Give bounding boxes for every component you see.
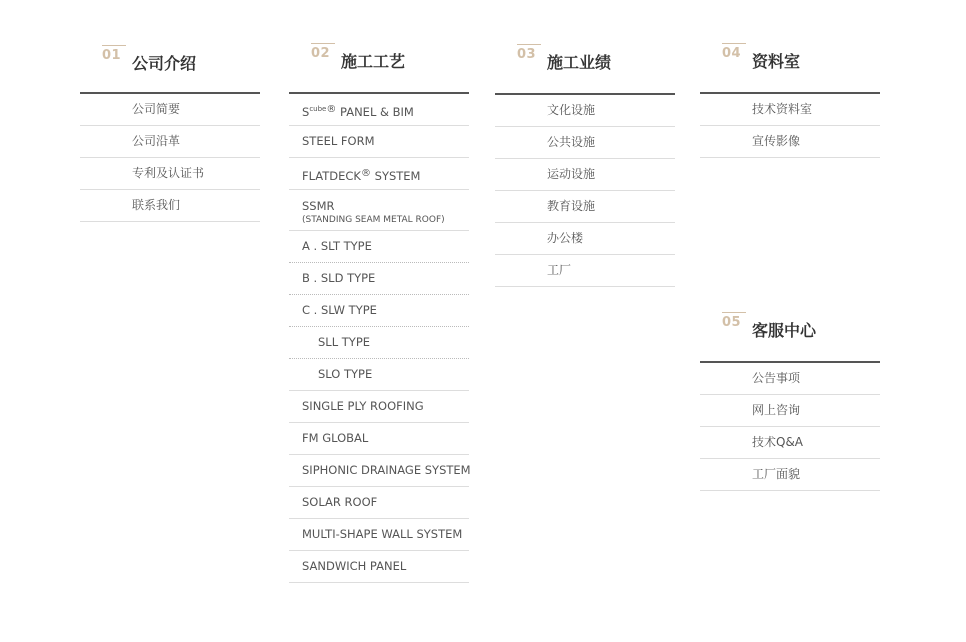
ssmr-label: SSMR <box>302 199 335 213</box>
section-number: 01 <box>102 48 122 63</box>
menu-item[interactable]: SIPHONIC DRAINAGE SYSTEM <box>289 455 469 487</box>
menu-item-scube-panel[interactable] <box>289 94 469 126</box>
menu-column-company <box>80 40 260 222</box>
menu-item[interactable]: 文化设施 <box>495 95 675 127</box>
menu-item[interactable]: FM GLOBAL <box>289 423 469 455</box>
menu-item[interactable]: SOLAR ROOF <box>289 487 469 519</box>
section-number: 05 <box>722 315 742 330</box>
section-title[interactable]: 客服中心 <box>752 321 817 340</box>
menu-item[interactable]: 教育设施 <box>495 191 675 223</box>
menu-item[interactable]: 工厂面貌 <box>700 459 880 491</box>
flatdeck-label: FLATDECK <box>302 169 361 183</box>
menu-list <box>495 95 675 287</box>
column-header <box>289 40 469 94</box>
menu-item[interactable]: SINGLE PLY ROOFING <box>289 391 469 423</box>
menu-item[interactable]: 宣传影像 <box>700 126 880 158</box>
menu-subitem[interactable]: SLO TYPE <box>289 359 469 391</box>
menu-item[interactable]: A . SLT TYPE <box>289 231 469 263</box>
flatdeck-system-label: SYSTEM <box>374 169 421 183</box>
menu-item[interactable]: B . SLD TYPE <box>289 263 469 295</box>
section-title[interactable]: 资料室 <box>752 52 801 71</box>
scube-sup: cube <box>309 105 327 113</box>
column-header <box>700 40 880 94</box>
registered-icon: ® <box>326 104 337 115</box>
scube-s: S <box>302 105 310 119</box>
menu-item[interactable]: SANDWICH PANEL <box>289 551 469 583</box>
ssmr-sub-label: (STANDING SEAM METAL ROOF) <box>302 215 445 225</box>
menu-item[interactable]: 网上咨询 <box>700 395 880 427</box>
menu-list <box>700 363 880 491</box>
menu-column-service <box>700 309 880 491</box>
menu-list <box>700 94 880 158</box>
menu-item[interactable]: 公司沿革 <box>80 126 260 158</box>
section-title[interactable]: 公司介绍 <box>132 54 197 73</box>
menu-column-projects <box>495 41 675 287</box>
column-header <box>495 41 675 95</box>
menu-item[interactable]: 联系我们 <box>80 190 260 222</box>
menu-subitem[interactable]: SLL TYPE <box>289 327 469 359</box>
menu-item[interactable]: MULTI-SHAPE WALL SYSTEM <box>289 519 469 551</box>
menu-list <box>80 94 260 222</box>
menu-item[interactable]: 运动设施 <box>495 159 675 191</box>
menu-item[interactable]: 专利及认证书 <box>80 158 260 190</box>
section-number: 03 <box>517 47 537 62</box>
registered-icon: ® <box>360 168 371 179</box>
section-number: 04 <box>722 46 742 61</box>
menu-item-ssmr[interactable] <box>289 190 469 231</box>
section-title[interactable]: 施工业绩 <box>547 53 612 72</box>
menu-list <box>289 94 469 583</box>
menu-column-construction <box>289 40 469 583</box>
menu-column-library <box>700 40 880 158</box>
section-number: 02 <box>311 46 331 61</box>
scube-label: PANEL & BIM <box>340 105 414 119</box>
menu-item[interactable]: 公告事项 <box>700 363 880 395</box>
column-header <box>700 309 880 363</box>
menu-item[interactable]: 技术Q&A <box>700 427 880 459</box>
section-title[interactable]: 施工工艺 <box>341 52 406 71</box>
column-header <box>80 40 260 94</box>
menu-item[interactable]: STEEL FORM <box>289 126 469 158</box>
menu-item[interactable]: 办公楼 <box>495 223 675 255</box>
menu-item-flatdeck[interactable] <box>289 158 469 190</box>
menu-item[interactable]: 工厂 <box>495 255 675 287</box>
menu-item[interactable]: 公司简要 <box>80 94 260 126</box>
menu-item[interactable]: 技术资料室 <box>700 94 880 126</box>
menu-item[interactable]: 公共设施 <box>495 127 675 159</box>
menu-item[interactable]: C . SLW TYPE <box>289 295 469 327</box>
